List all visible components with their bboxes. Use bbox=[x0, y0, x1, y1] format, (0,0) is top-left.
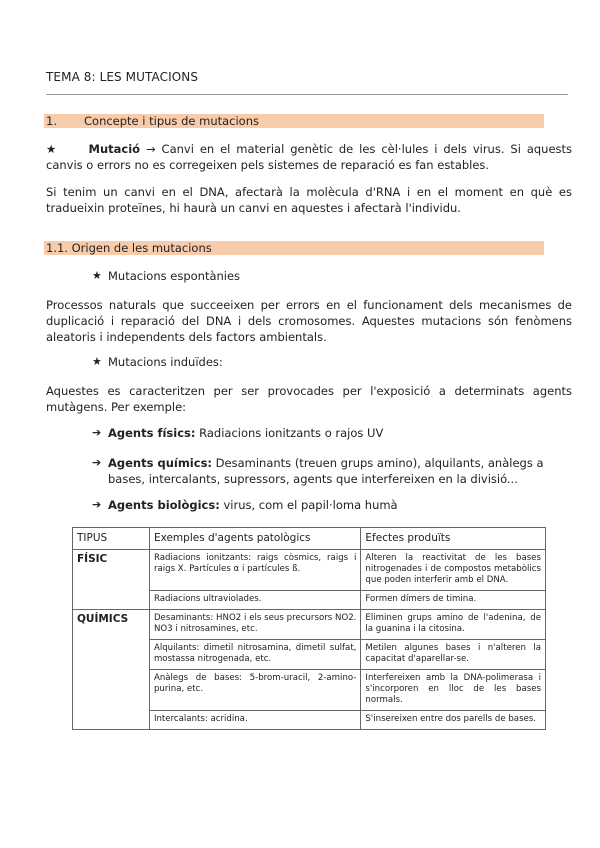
arrow-bullet-icon: ➔ bbox=[92, 456, 102, 469]
agent-text: Desaminants (treuen grups amino), alquilants, anàlegs a bases, intercalants, supressors, agents que interfereixen en la divisió... bbox=[108, 456, 544, 486]
mutagens-table bbox=[72, 527, 546, 730]
example-cell: Alquilants: dimetil nitrosamina, dimetil sulfat, mostassa nitrogenada, etc. bbox=[153, 643, 357, 664]
arrow-bullet-icon: ➔ bbox=[92, 498, 102, 511]
section-1-number: 1. bbox=[46, 114, 57, 128]
effect-cell: Formen dímers de timina. bbox=[365, 594, 477, 604]
table-row bbox=[73, 550, 546, 591]
agent-label: Agents químics: bbox=[108, 456, 213, 470]
page-title: TEMA 8: LES MUTACIONS bbox=[46, 70, 199, 84]
example-cell: Anàlegs de bases: 5-brom-uracil, 2-amino-purina, etc. bbox=[153, 673, 357, 694]
induides-label: Mutacions induïdes: bbox=[108, 355, 223, 369]
agent-item bbox=[108, 455, 572, 487]
type-cell: QUÍMICS bbox=[73, 610, 150, 730]
header-cell: Efectes produïts bbox=[361, 528, 546, 550]
agent-text: Radiacions ionitzants o rajos UV bbox=[199, 426, 384, 440]
agent-label: Agents biològics: bbox=[108, 498, 220, 512]
type-cell: FÍSIC bbox=[73, 550, 150, 610]
section-1-1-heading: 1.1. Origen de les mutacions bbox=[46, 241, 212, 255]
arrow-bullet-icon: ➔ bbox=[92, 426, 102, 439]
title-divider bbox=[46, 94, 568, 95]
mutacio-term: Mutació bbox=[88, 142, 141, 156]
star-bullet-icon: ★ bbox=[46, 142, 59, 156]
mutacio-definition bbox=[46, 141, 572, 173]
agent-item bbox=[108, 497, 572, 513]
espontanies-text: Processos naturals que succeeixen per errors en el funcionament dels mecanismes de duplicació i reparació del DNA i dels cromosomes. Aquestes mutacions són fenòmens aleatoris i independents dels factors ambientals. bbox=[46, 298, 572, 344]
header-cell: Exemples d'agents patològics bbox=[149, 528, 360, 550]
table-row bbox=[73, 610, 546, 640]
agent-item bbox=[108, 425, 572, 441]
espontanies-label: Mutacions espontànies bbox=[108, 269, 241, 283]
dna-paragraph: Si tenim un canvi en el DNA, afectarà la molècula d'RNA i en el moment en què es tradueixin proteïnes, hi haurà un canvi en aquestes i afectarà l'individu. bbox=[46, 185, 572, 215]
effect-cell: Metilen algunes bases i n'alteren la capacitat d'aparellar-se. bbox=[365, 643, 541, 664]
mutacio-text: Canvi en el material genètic de les cèl·lules i dels virus. Si aquests canvis o errors no es corregeixen pels sistemes de reparació es fan estables. bbox=[46, 142, 573, 172]
right-arrow-icon: → bbox=[145, 142, 156, 156]
star-bullet-icon: ★ bbox=[92, 355, 102, 368]
header-cell: TIPUS bbox=[73, 528, 150, 550]
effect-cell: Alteren la reactivitat de les bases nitrogenades i de compostos metabòlics que poden interferir amb el DNA. bbox=[365, 553, 541, 585]
section-1-heading: Concepte i tipus de mutacions bbox=[84, 114, 259, 128]
example-cell: Radiacions ultraviolades. bbox=[153, 594, 262, 604]
example-cell: Intercalants: acridina. bbox=[153, 714, 248, 724]
example-cell: Desaminants: HNO2 i els seus precursors NO2. NO3 i nitrosamines, etc. bbox=[153, 613, 357, 634]
example-cell: Radiacions ionitzants: raigs còsmics, raigs i raigs X. Partícules α i partícules ß. bbox=[153, 553, 357, 574]
agent-text: virus, com el papil·loma humà bbox=[223, 498, 398, 512]
effect-cell: Eliminen grups amino de l'adenina, de la guanina i la citosina. bbox=[365, 613, 541, 634]
table-header-row bbox=[73, 528, 546, 550]
effect-cell: Interfereixen amb la DNA-polimerasa i s'incorporen en lloc de les bases normals. bbox=[365, 673, 541, 705]
star-bullet-icon: ★ bbox=[92, 269, 102, 282]
effect-cell: S'insereixen entre dos parells de bases. bbox=[365, 714, 537, 724]
agent-label: Agents físics: bbox=[108, 426, 196, 440]
induides-text: Aquestes es caracteritzen per ser provocades per l'exposició a determinats agents mutàgens. Per exemple: bbox=[46, 384, 572, 414]
